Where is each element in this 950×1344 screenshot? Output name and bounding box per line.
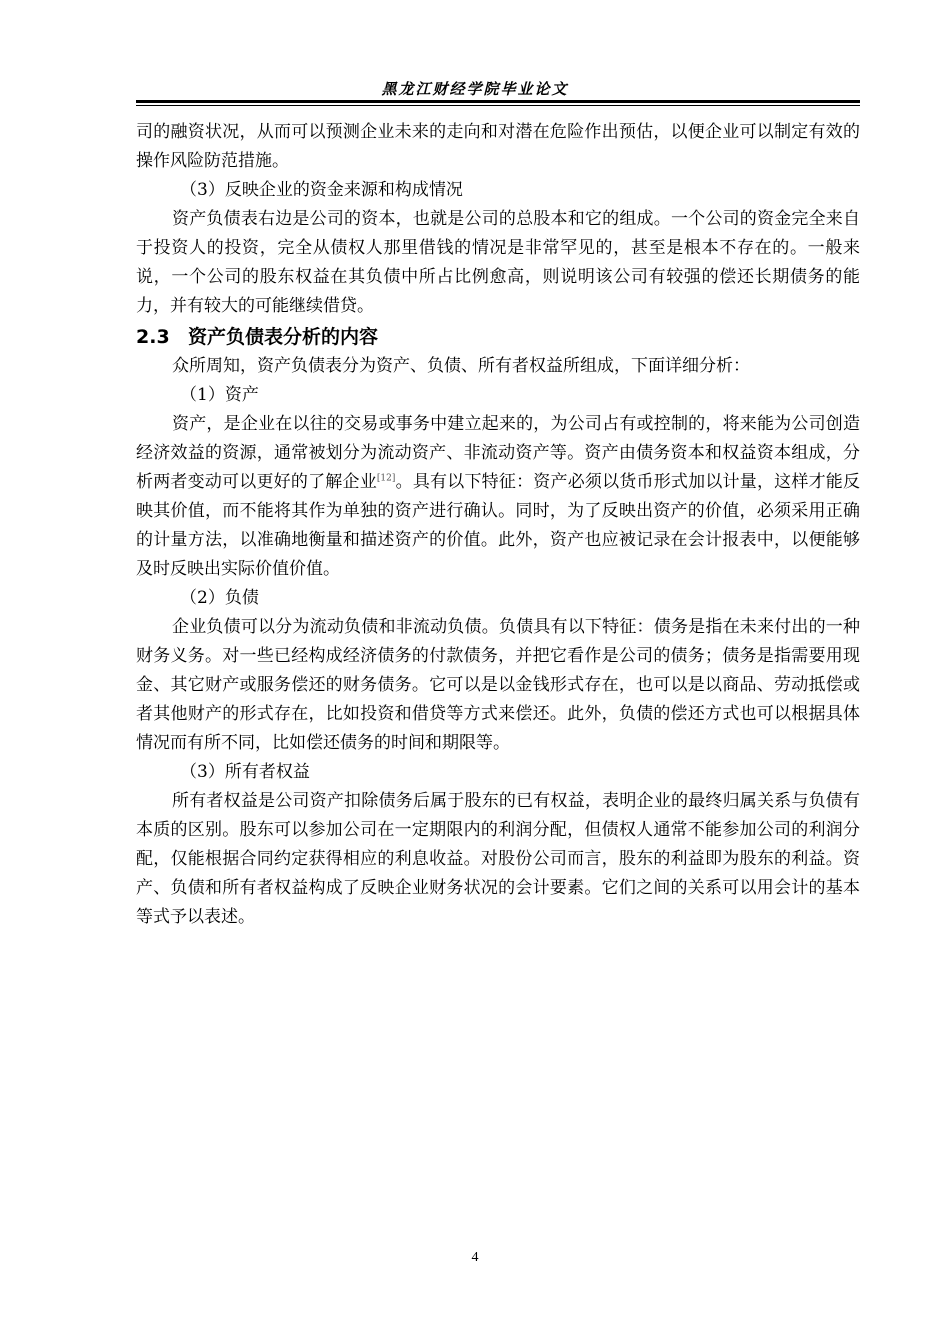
section-heading — [136, 322, 860, 352]
section-number: 2.3 — [136, 326, 170, 348]
subheading-liabilities: （2）负债 — [180, 588, 259, 608]
paragraph-equity: 所有者权益是公司资产扣除债务后属于股东的已有权益，表明企业的最终归属关系与负债有本质的区别。股东可以参加公司在一定期限内的利润分配，但债权人通常不能参加公司的利润分配，仅能根据合同约定获得相应的利息收益。对股份公司而言，股东的利益即为股东的利益。资产、负债和所有者权益构成了反映企业财务状况的会计要素。它们之间的关系可以用会计的基本等式予以表述。 — [136, 791, 860, 927]
page-body — [136, 118, 860, 932]
subheading-assets: （1）资产 — [180, 385, 259, 405]
paragraph-assets-part2: 。具有以下特征：资产必须以货币形式加以计量，这样才能反映其价值，而不能将其作为单独的资产进行确认。同时，为了反映出资产的价值，必须采用正确的计量方法，以准确地衡量和描述资产的价值。此外，资产也应被记录在会计报表中，以便能够及时反映出实际价值价值。 — [136, 472, 861, 579]
subheading-capital-sources: （3）反映企业的资金来源和构成情况 — [180, 180, 463, 200]
paragraph-assets-part1: 资产，是企业在以往的交易或事务中建立起来的，为公司占有或控制的，将来能为公司创造经济效益的资源，通常被划分为流动资产、非流动资产等。资产由债务资本和权益资本组成，分析两者变动可以更好的了解企业 — [136, 414, 860, 492]
citation-marker: [12] — [376, 473, 396, 484]
paragraph-intro: 众所周知，资产负债表分为资产、负债、所有者权益所组成，下面详细分析： — [172, 356, 750, 376]
header-rule-thick — [136, 100, 860, 103]
page-number: 4 — [471, 1250, 479, 1265]
paragraph-assets — [136, 410, 860, 584]
running-header-title: 黑龙江财经学院毕业论文 — [381, 80, 569, 98]
subheading-equity: （3）所有者权益 — [180, 762, 310, 782]
paragraph-capital: 资产负债表右边是公司的资本，也就是公司的总股本和它的组成。一个公司的资金完全来自于投资人的投资，完全从债权人那里借钱的情况是非常罕见的，甚至是根本不存在的。一般来说，一个公司的股东权益在其负债中所占比例愈高，则说明该公司有较强的偿还长期债务的能力，并有较大的可能继续借贷。 — [136, 209, 860, 316]
header-rule-thin — [136, 105, 860, 106]
paragraph-liabilities: 企业负债可以分为流动负债和非流动负债。负债具有以下特征：债务是指在未来付出的一种财务义务。对一些已经构成经济债务的付款债务，并把它看作是公司的债务；债务是指需要用现金、其它财产或服务偿还的财务债务。它可以是以金钱形式存在，也可以是以商品、劳动抵偿或者其他财产的形式存在，比如投资和借贷等方式来偿还。此外，负债的偿还方式也可以根据具体情况而有所不同，比如偿还债务的时间和期限等。 — [136, 617, 860, 753]
paragraph-continuation: 司的融资状况，从而可以预测企业未来的走向和对潜在危险作出预估，以便企业可以制定有效的操作风险防范措施。 — [136, 122, 860, 171]
section-title: 资产负债表分析的内容 — [188, 326, 379, 348]
